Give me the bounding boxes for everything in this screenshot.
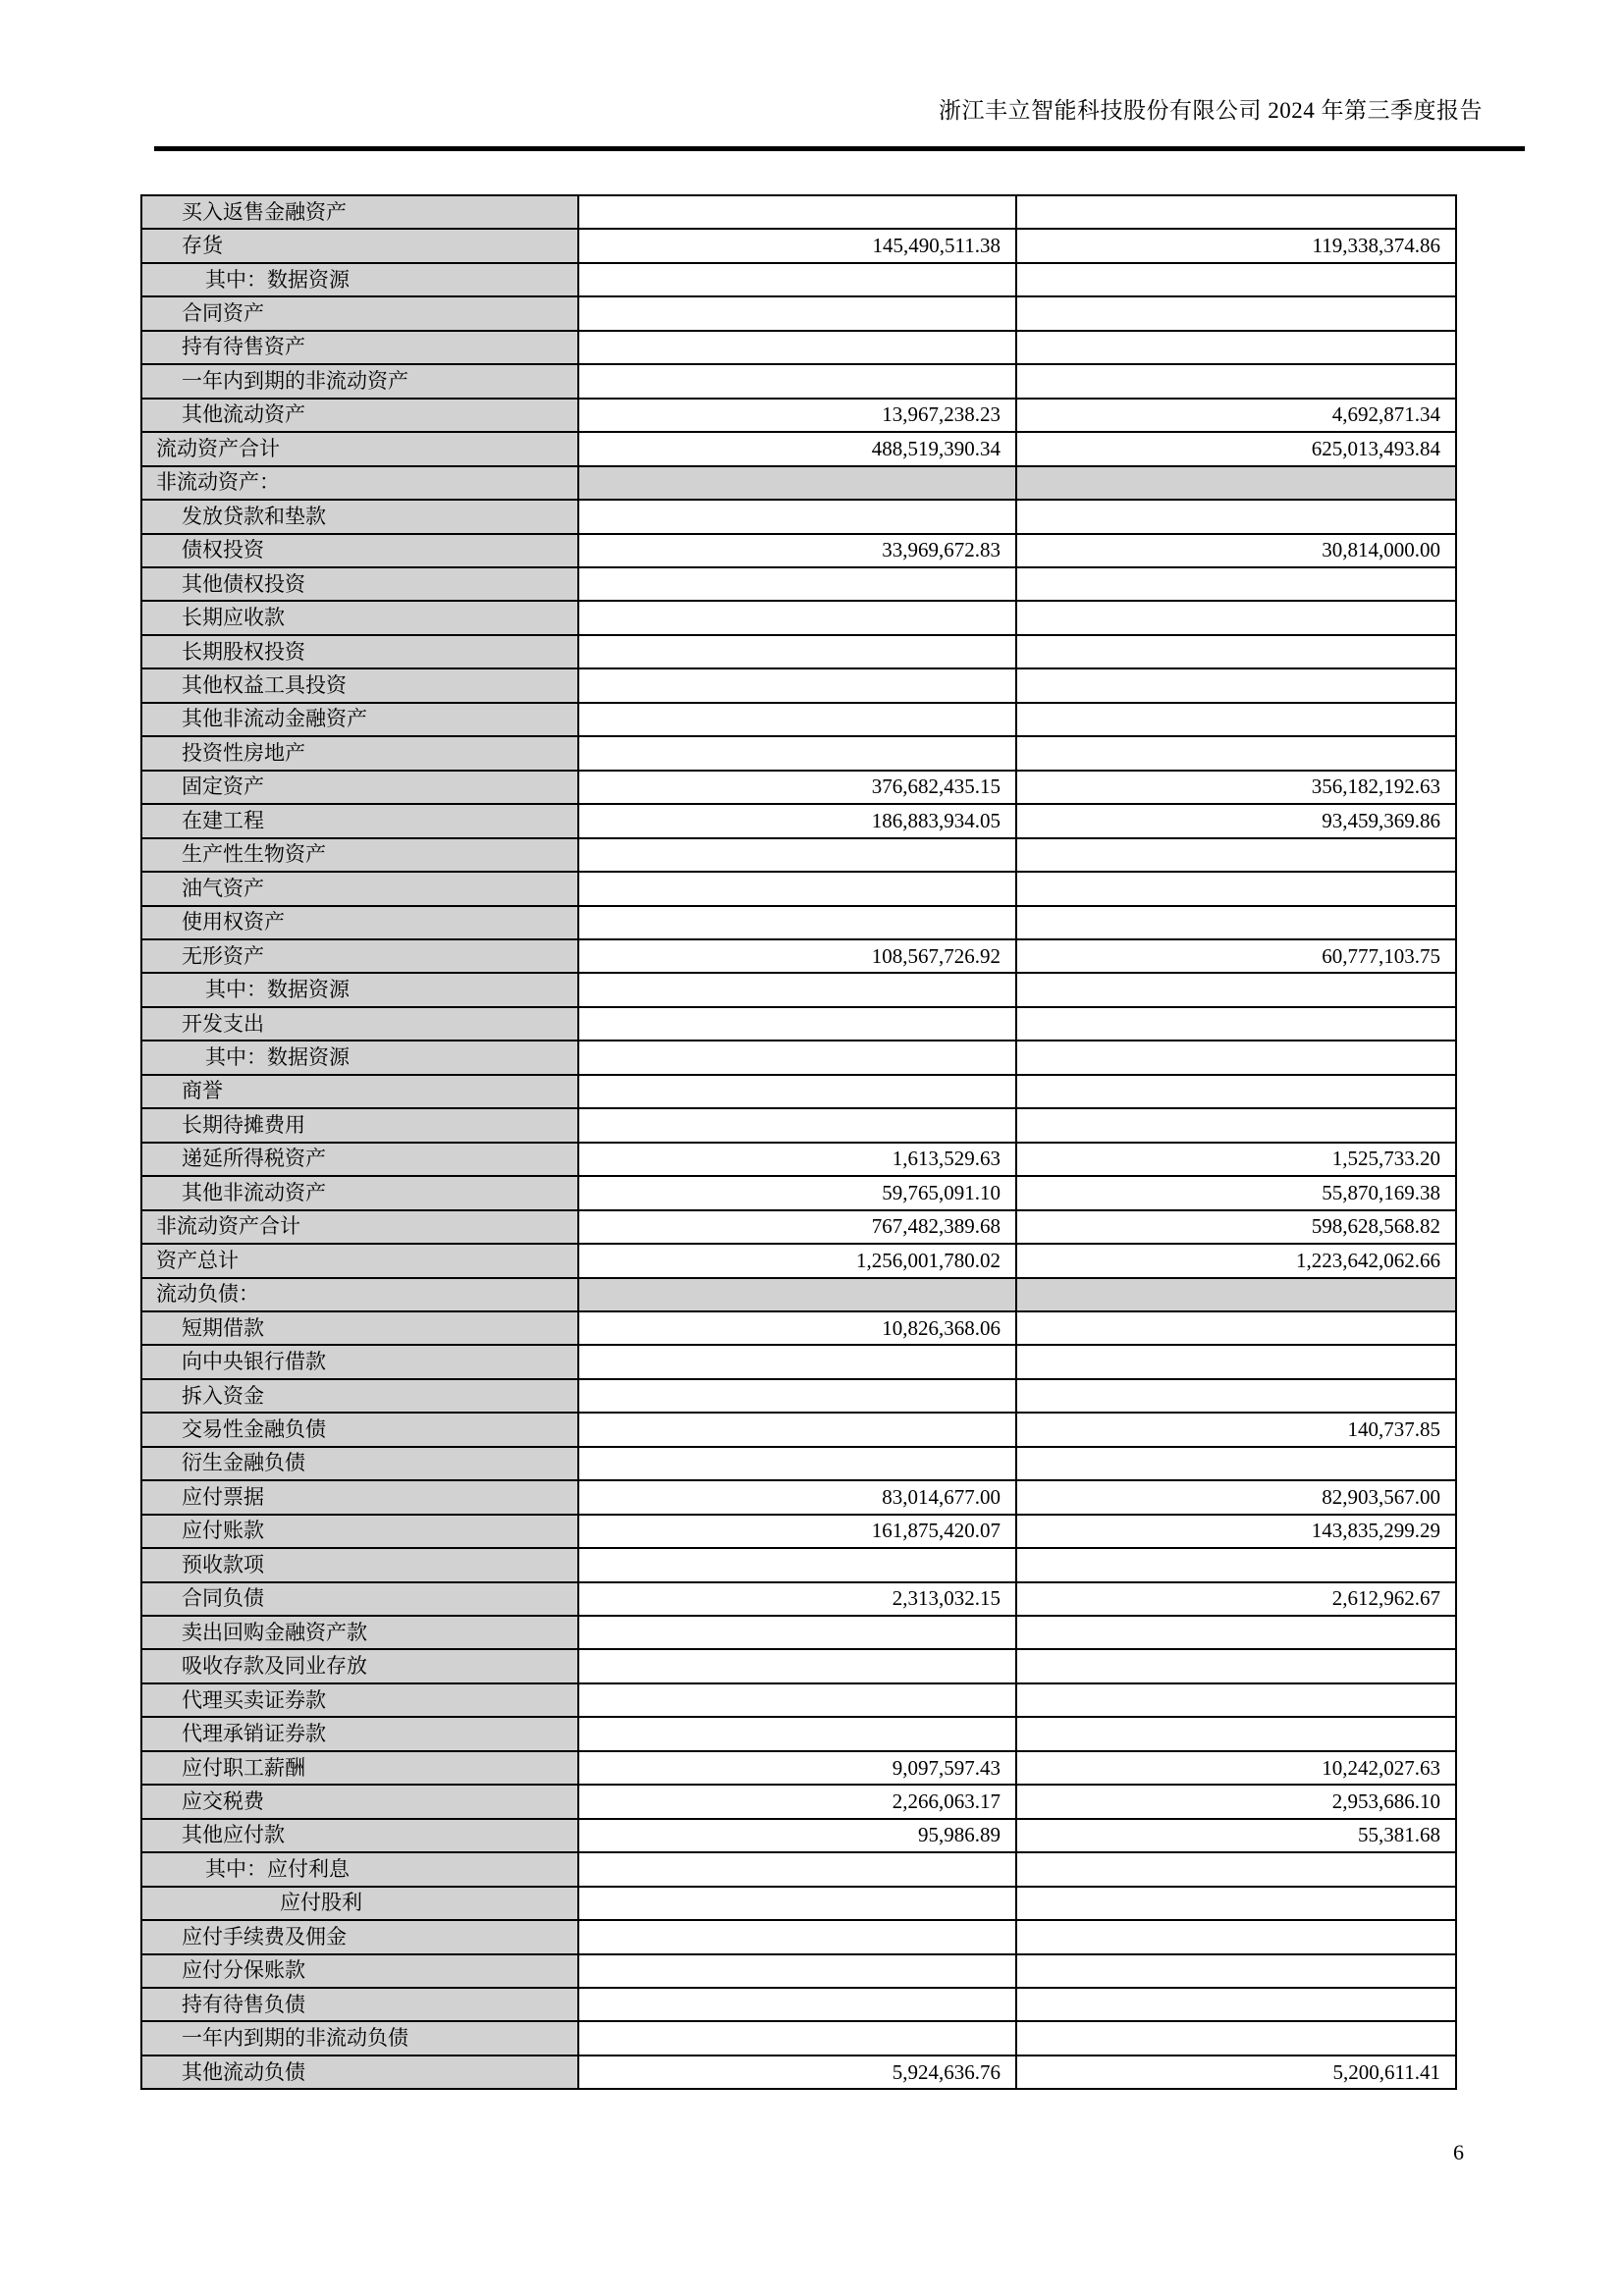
table-row <box>141 1041 1456 1074</box>
prior-period-value: 82,903,567.00 <box>1016 1480 1456 1514</box>
item-label: 在建工程 <box>141 804 578 837</box>
prior-period-value <box>1016 1379 1456 1413</box>
prior-period-value: 356,182,192.63 <box>1016 771 1456 804</box>
page-number: 6 <box>1453 2140 1464 2164</box>
current-period-value <box>578 263 1016 296</box>
prior-period-value: 55,870,169.38 <box>1016 1176 1456 1209</box>
prior-period-value <box>1016 1887 1456 1920</box>
item-label: 商誉 <box>141 1075 578 1108</box>
table-row <box>141 364 1456 398</box>
table-row <box>141 567 1456 601</box>
item-label: 长期股权投资 <box>141 635 578 668</box>
current-period-value: 488,519,390.34 <box>578 432 1016 465</box>
item-label: 交易性金融负债 <box>141 1413 578 1446</box>
prior-period-value <box>1016 1007 1456 1041</box>
table-row <box>141 601 1456 634</box>
prior-period-value: 1,525,733.20 <box>1016 1143 1456 1176</box>
item-label: 应付股利 <box>141 1887 578 1920</box>
table-row <box>141 1007 1456 1041</box>
prior-period-value: 5,200,611.41 <box>1016 2056 1456 2089</box>
item-label: 其他流动资产 <box>141 399 578 432</box>
item-label: 油气资产 <box>141 872 578 905</box>
table-row <box>141 1852 1456 1886</box>
table-row <box>141 500 1456 533</box>
table-row <box>141 296 1456 330</box>
current-period-value <box>578 1379 1016 1413</box>
header-rule <box>154 146 1525 151</box>
table-row <box>141 1143 1456 1176</box>
prior-period-value <box>1016 1345 1456 1378</box>
current-period-value: 5,924,636.76 <box>578 2056 1016 2089</box>
prior-period-value <box>1016 364 1456 398</box>
table-row <box>141 263 1456 296</box>
prior-period-value <box>1016 1954 1456 1988</box>
prior-period-value <box>1016 296 1456 330</box>
item-label: 非流动资产合计 <box>141 1210 578 1244</box>
current-period-value: 108,567,726.92 <box>578 939 1016 973</box>
current-period-value: 2,266,063.17 <box>578 1785 1016 1818</box>
table-row <box>141 331 1456 364</box>
table-row <box>141 229 1456 262</box>
table-row <box>141 1480 1456 1514</box>
current-period-value: 9,097,597.43 <box>578 1751 1016 1785</box>
current-period-value <box>578 1278 1016 1311</box>
prior-period-value: 4,692,871.34 <box>1016 399 1456 432</box>
item-label: 存货 <box>141 229 578 262</box>
prior-period-value <box>1016 736 1456 770</box>
item-label: 买入返售金融资产 <box>141 195 578 229</box>
item-label: 应付职工薪酬 <box>141 1751 578 1785</box>
current-period-value <box>578 1075 1016 1108</box>
prior-period-value <box>1016 1278 1456 1311</box>
current-period-value: 186,883,934.05 <box>578 804 1016 837</box>
prior-period-value <box>1016 1717 1456 1750</box>
item-label: 其中：数据资源 <box>141 1041 578 1074</box>
item-label: 无形资产 <box>141 939 578 973</box>
item-label: 长期应收款 <box>141 601 578 634</box>
table-row <box>141 1785 1456 1818</box>
table-row <box>141 1176 1456 1209</box>
item-label: 其中：应付利息 <box>141 1852 578 1886</box>
prior-period-value <box>1016 906 1456 939</box>
item-label: 应付手续费及佣金 <box>141 1920 578 1953</box>
current-period-value <box>578 1852 1016 1886</box>
prior-period-value <box>1016 1616 1456 1649</box>
table-row <box>141 1108 1456 1142</box>
current-period-value: 767,482,389.68 <box>578 1210 1016 1244</box>
table-row <box>141 1649 1456 1682</box>
prior-period-value: 1,223,642,062.66 <box>1016 1244 1456 1277</box>
item-label: 代理承销证券款 <box>141 1717 578 1750</box>
table-row <box>141 838 1456 872</box>
item-label: 持有待售负债 <box>141 1988 578 2021</box>
table-row <box>141 1717 1456 1750</box>
item-label: 向中央银行借款 <box>141 1345 578 1378</box>
item-label: 其他流动负债 <box>141 2056 578 2089</box>
item-label: 债权投资 <box>141 534 578 567</box>
section-header-row <box>141 466 1456 500</box>
item-label: 吸收存款及同业存放 <box>141 1649 578 1682</box>
current-period-value: 2,313,032.15 <box>578 1582 1016 1616</box>
current-period-value: 1,613,529.63 <box>578 1143 1016 1176</box>
current-period-value <box>578 500 1016 533</box>
item-label: 使用权资产 <box>141 906 578 939</box>
prior-period-value <box>1016 1683 1456 1717</box>
current-period-value <box>578 466 1016 500</box>
item-label: 其他债权投资 <box>141 567 578 601</box>
item-label: 其他非流动金融资产 <box>141 703 578 736</box>
table-row <box>141 973 1456 1006</box>
table-row <box>141 1379 1456 1413</box>
table-row <box>141 736 1456 770</box>
prior-period-value: 2,953,686.10 <box>1016 1785 1456 1818</box>
current-period-value: 10,826,368.06 <box>578 1311 1016 1345</box>
current-period-value <box>578 668 1016 702</box>
current-period-value <box>578 1616 1016 1649</box>
item-label: 应付票据 <box>141 1480 578 1514</box>
table-row <box>141 1954 1456 1988</box>
prior-period-value <box>1016 703 1456 736</box>
item-label: 拆入资金 <box>141 1379 578 1413</box>
table-row <box>141 703 1456 736</box>
balance-sheet-table <box>140 194 1457 2090</box>
prior-period-value <box>1016 838 1456 872</box>
prior-period-value: 30,814,000.00 <box>1016 534 1456 567</box>
current-period-value <box>578 1683 1016 1717</box>
prior-period-value <box>1016 668 1456 702</box>
item-label: 应付分保账款 <box>141 1954 578 1988</box>
table-row <box>141 1582 1456 1616</box>
prior-period-value <box>1016 601 1456 634</box>
prior-period-value <box>1016 635 1456 668</box>
table-row <box>141 1751 1456 1785</box>
item-label: 持有待售资产 <box>141 331 578 364</box>
item-label: 流动负债： <box>141 1278 578 1311</box>
item-label: 其他非流动资产 <box>141 1176 578 1209</box>
current-period-value <box>578 635 1016 668</box>
item-label: 预收款项 <box>141 1548 578 1581</box>
table-row <box>141 1683 1456 1717</box>
item-label: 生产性生物资产 <box>141 838 578 872</box>
prior-period-value: 55,381.68 <box>1016 1819 1456 1852</box>
item-label: 长期待摊费用 <box>141 1108 578 1142</box>
table-row <box>141 1311 1456 1345</box>
prior-period-value: 93,459,369.86 <box>1016 804 1456 837</box>
table-row <box>141 804 1456 837</box>
item-label: 代理买卖证券款 <box>141 1683 578 1717</box>
current-period-value <box>578 1548 1016 1581</box>
current-period-value: 33,969,672.83 <box>578 534 1016 567</box>
table-row <box>141 1210 1456 1244</box>
current-period-value <box>578 2021 1016 2055</box>
current-period-value <box>578 567 1016 601</box>
prior-period-value <box>1016 2021 1456 2055</box>
current-period-value <box>578 1717 1016 1750</box>
current-period-value: 59,765,091.10 <box>578 1176 1016 1209</box>
table-row <box>141 1548 1456 1581</box>
current-period-value <box>578 1988 1016 2021</box>
prior-period-value <box>1016 567 1456 601</box>
item-label: 其他应付款 <box>141 1819 578 1852</box>
table-row <box>141 195 1456 229</box>
current-period-value <box>578 1041 1016 1074</box>
item-label: 递延所得税资产 <box>141 1143 578 1176</box>
table-row <box>141 635 1456 668</box>
item-label: 固定资产 <box>141 771 578 804</box>
prior-period-value <box>1016 1548 1456 1581</box>
current-period-value <box>578 872 1016 905</box>
prior-period-value <box>1016 1108 1456 1142</box>
table-row <box>141 872 1456 905</box>
table-row <box>141 1345 1456 1378</box>
prior-period-value <box>1016 331 1456 364</box>
prior-period-value: 60,777,103.75 <box>1016 939 1456 973</box>
table-row <box>141 1616 1456 1649</box>
table-row <box>141 1075 1456 1108</box>
current-period-value <box>578 364 1016 398</box>
table-row <box>141 1515 1456 1548</box>
prior-period-value <box>1016 195 1456 229</box>
item-label: 合同负债 <box>141 1582 578 1616</box>
prior-period-value <box>1016 500 1456 533</box>
report-title: 浙江丰立智能科技股份有限公司 2024 年第三季度报告 <box>939 98 1483 123</box>
item-label: 应交税费 <box>141 1785 578 1818</box>
prior-period-value: 10,242,027.63 <box>1016 1751 1456 1785</box>
table-row <box>141 771 1456 804</box>
balance-sheet-body <box>141 195 1456 2089</box>
item-label: 一年内到期的非流动负债 <box>141 2021 578 2055</box>
table-row <box>141 1447 1456 1480</box>
prior-period-value: 119,338,374.86 <box>1016 229 1456 262</box>
prior-period-value: 140,737.85 <box>1016 1413 1456 1446</box>
section-header-row <box>141 1278 1456 1311</box>
current-period-value <box>578 1413 1016 1446</box>
current-period-value: 376,682,435.15 <box>578 771 1016 804</box>
prior-period-value <box>1016 1920 1456 1953</box>
item-label: 投资性房地产 <box>141 736 578 770</box>
current-period-value <box>578 838 1016 872</box>
current-period-value <box>578 195 1016 229</box>
prior-period-value: 143,835,299.29 <box>1016 1515 1456 1548</box>
current-period-value <box>578 1007 1016 1041</box>
table-row <box>141 2056 1456 2089</box>
table-row <box>141 534 1456 567</box>
prior-period-value <box>1016 1649 1456 1682</box>
table-row <box>141 2021 1456 2055</box>
current-period-value <box>578 331 1016 364</box>
current-period-value <box>578 296 1016 330</box>
item-label: 发放贷款和垫款 <box>141 500 578 533</box>
item-label: 其中：数据资源 <box>141 263 578 296</box>
item-label: 开发支出 <box>141 1007 578 1041</box>
prior-period-value <box>1016 1988 1456 2021</box>
item-label: 一年内到期的非流动资产 <box>141 364 578 398</box>
current-period-value <box>578 703 1016 736</box>
current-period-value: 145,490,511.38 <box>578 229 1016 262</box>
table-row <box>141 1413 1456 1446</box>
current-period-value <box>578 1345 1016 1378</box>
item-label: 非流动资产： <box>141 466 578 500</box>
item-label: 合同资产 <box>141 296 578 330</box>
current-period-value <box>578 1447 1016 1480</box>
table-row <box>141 399 1456 432</box>
table-row <box>141 432 1456 465</box>
item-label: 流动资产合计 <box>141 432 578 465</box>
prior-period-value <box>1016 1041 1456 1074</box>
item-label: 卖出回购金融资产款 <box>141 1616 578 1649</box>
current-period-value <box>578 736 1016 770</box>
item-label: 其中：数据资源 <box>141 973 578 1006</box>
current-period-value: 1,256,001,780.02 <box>578 1244 1016 1277</box>
current-period-value: 95,986.89 <box>578 1819 1016 1852</box>
table-row <box>141 1819 1456 1852</box>
current-period-value: 13,967,238.23 <box>578 399 1016 432</box>
current-period-value: 161,875,420.07 <box>578 1515 1016 1548</box>
prior-period-value <box>1016 872 1456 905</box>
prior-period-value: 2,612,962.67 <box>1016 1582 1456 1616</box>
current-period-value <box>578 906 1016 939</box>
current-period-value <box>578 1649 1016 1682</box>
table-row <box>141 1988 1456 2021</box>
table-row <box>141 1887 1456 1920</box>
prior-period-value: 625,013,493.84 <box>1016 432 1456 465</box>
current-period-value <box>578 1920 1016 1953</box>
current-period-value <box>578 1954 1016 1988</box>
prior-period-value <box>1016 1852 1456 1886</box>
prior-period-value <box>1016 263 1456 296</box>
prior-period-value <box>1016 1311 1456 1345</box>
prior-period-value <box>1016 973 1456 1006</box>
table-row <box>141 1244 1456 1277</box>
item-label: 应付账款 <box>141 1515 578 1548</box>
current-period-value <box>578 973 1016 1006</box>
prior-period-value <box>1016 1075 1456 1108</box>
prior-period-value <box>1016 466 1456 500</box>
item-label: 衍生金融负债 <box>141 1447 578 1480</box>
current-period-value <box>578 1108 1016 1142</box>
current-period-value <box>578 1887 1016 1920</box>
current-period-value <box>578 601 1016 634</box>
item-label: 资产总计 <box>141 1244 578 1277</box>
table-row <box>141 939 1456 973</box>
prior-period-value: 598,628,568.82 <box>1016 1210 1456 1244</box>
table-row <box>141 668 1456 702</box>
prior-period-value <box>1016 1447 1456 1480</box>
item-label: 其他权益工具投资 <box>141 668 578 702</box>
table-row <box>141 906 1456 939</box>
current-period-value: 83,014,677.00 <box>578 1480 1016 1514</box>
item-label: 短期借款 <box>141 1311 578 1345</box>
table-row <box>141 1920 1456 1953</box>
